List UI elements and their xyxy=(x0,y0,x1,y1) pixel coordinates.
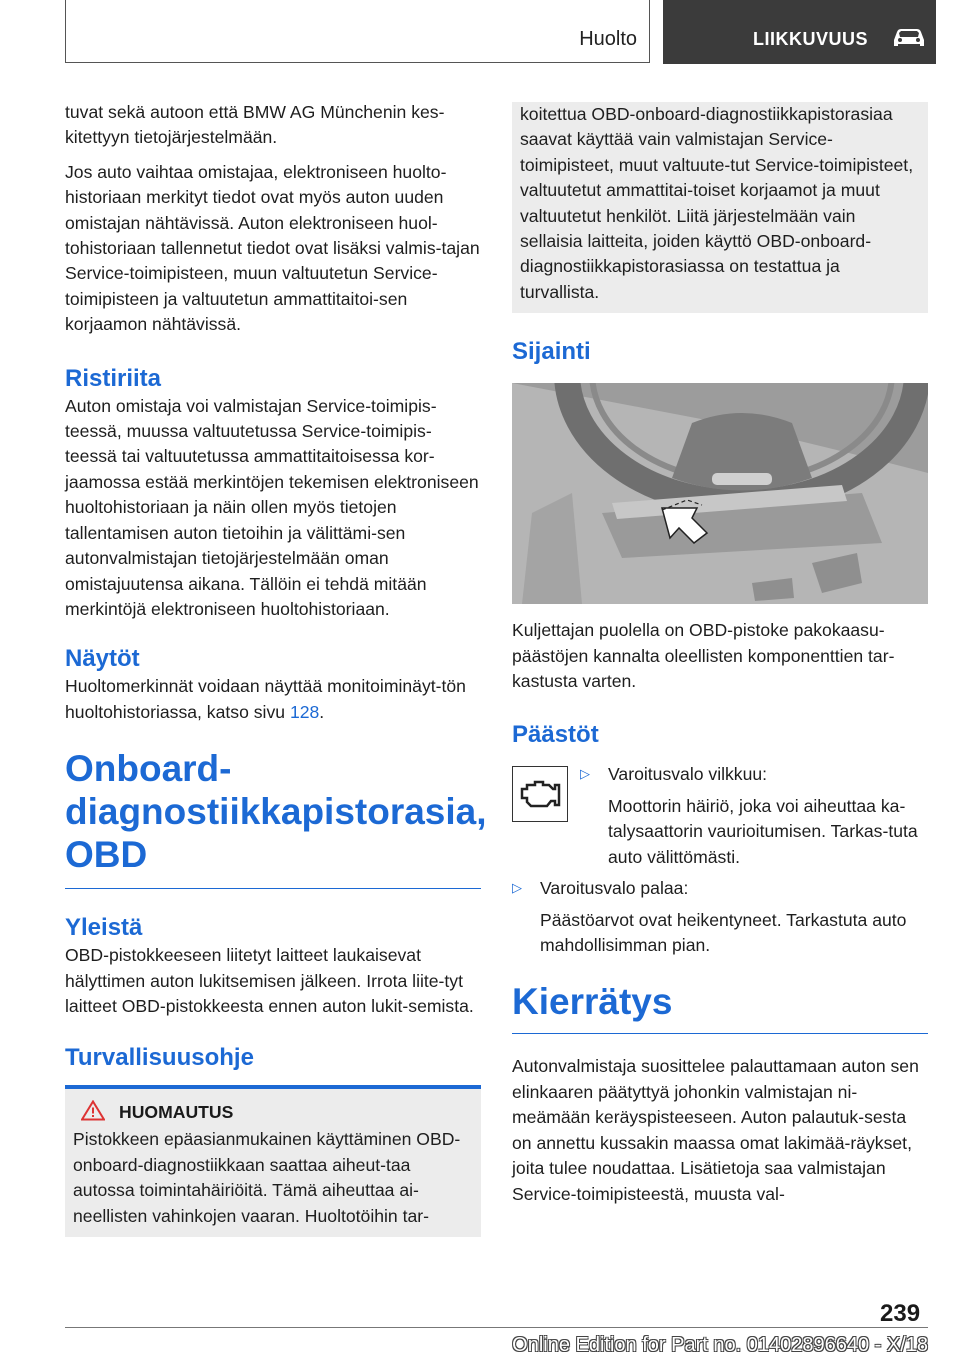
heading-ristiriita: Ristiriita xyxy=(65,364,162,392)
page-number: 239 xyxy=(880,1300,921,1327)
heading-onboard-obd: Onboard- diagnostiikkapistorasia, OBD xyxy=(65,748,487,876)
heading-kierratys: Kierrätys xyxy=(512,981,673,1023)
edition-note: Online Edition for Part no. 01402896640 - X/18 xyxy=(512,1334,928,1356)
chapter-tab xyxy=(663,0,936,64)
heading-sijainti: Sijainti xyxy=(512,338,591,366)
chapter-title: LIIKKUVUUS xyxy=(753,29,869,49)
paragraph: OBD-pistokkeeseen liitetyt laitteet laukaisevat hälyttimen auton lukitsemisen jälkeen. Irrota liite-tyt laitteet OBD-pistokkeesta ennen auton lukit-semista. xyxy=(65,945,474,1016)
list-item: ▷ Varoitusvalo vilkkuu: Moottorin häiriö, joka voi aiheuttaa ka-talysaattorin vaurioitumisen. Tarkas-tuta auto välittömästi. xyxy=(580,764,918,867)
list-item: ▷ Varoitusvalo palaa: Päästöarvot ovat heikentyneet. Tarkastuta auto mahdollisimman pian. xyxy=(512,878,907,956)
emission-warnings xyxy=(512,766,928,966)
paragraph: Huoltomerkinnät voidaan näyttää monitoiminäyt-tön huoltohistoriassa, katso sivu 128. xyxy=(65,676,466,722)
warning-title: HUOMAUTUS xyxy=(119,1102,234,1123)
heading-naytot: Näytöt xyxy=(65,645,140,673)
paragraph: Autonvalmistaja suosittelee palauttamaan auton sen elinkaaren päätyttyä johonkin valmistajan ni-meämään keräyspisteeseen. Auton palautuk-sesta on annettu kussakin maassa omat lakimää-räykset, joita tulee noudattaa. Lisätietoja saa valmistajan Service-toimipisteestä, muusta val- xyxy=(512,1056,919,1204)
heading-paastot: Päästöt xyxy=(512,721,599,749)
heading-turvallisuusohje: Turvallisuusohje xyxy=(65,1044,254,1072)
heading-yleista: Yleistä xyxy=(65,914,143,942)
page-header xyxy=(65,0,936,64)
warning-text: Pistokkeen epäasianmukainen käyttäminen OBD-onboard-diagnostiikkaan saattaa aiheut-taa autossa toimintahäiriöitä. Tämä aiheuttaa ai-neellisten vahinkojen vaaran. Huoltotöihin tar- xyxy=(73,1129,461,1226)
right-column xyxy=(512,102,928,1207)
paragraph: Jos auto vaihtaa omistajaa, elektroniseen huolto-historiaan merkityt tiedot ovat myös auton uuden omistajan nähtävissä. Auton elektroniseen huol-tohistoriaan tallennetut tiedot ovat lisäksi valmis-tajan Service-toimipisteen, muun valtuutetun Service-toimipisteen ja valtuutetun ammattitaitoi-sen korjaamon nähtävissä. xyxy=(65,161,480,335)
warning-box xyxy=(65,1089,481,1237)
paragraph: Auton omistaja voi valmistajan Service-toimipis-teessä, muussa valtuutetussa Service-toimipis-teessä tai valtuutetussa ammattitaitoisessa kor-jaamossa estää merkintöjen tekemisen elektroniseen huoltohistoriaan ja näin ollen myös tietojen tallentamisen auton tietoihin ja välittämi-sen autonvalmistajan tietojärjestelmään oman omistajuutensa aikana. Tällöin ei tehdä mitään merkintöjä elektroniseen huoltohistoriaan. xyxy=(65,395,479,619)
warning-text: koitettua OBD-onboard-diagnostiikkapistorasiaa saavat käyttää vain valmistajan Service-toimipisteet, muut valtuute-tut Service-toimipisteet, valtuutetut ammattitai-toiset korjaamot ja muut valtuutetut henkilöt. Liitä järjestelmään vain sellaisia laitteita, joiden käyttö OBD-onboard-diagnostiikkapistorasiassa on testattua ja turvallista. xyxy=(520,104,914,302)
page-footer xyxy=(65,1327,928,1356)
triangle-bullet-icon: ▷ xyxy=(512,880,522,896)
warning-icon xyxy=(81,1100,105,1121)
paragraph: Kuljettajan puolella on OBD-pistoke pakokaasu-päästöjen kannalta oleellisten komponenttien tar-kastusta varten. xyxy=(512,620,895,692)
section-tab xyxy=(65,0,650,63)
warning-box-continued xyxy=(512,102,928,313)
triangle-bullet-icon: ▷ xyxy=(580,766,590,782)
car-icon xyxy=(891,25,927,49)
paragraph: tuvat sekä autoon että BMW AG Münchenin kes-kitettyyn tietojärjestelmään. xyxy=(65,102,445,148)
left-column xyxy=(65,100,487,1237)
section-title: Huolto xyxy=(579,28,637,50)
engine-warning-light-icon xyxy=(512,766,568,822)
page-link-128[interactable]: 128 xyxy=(289,701,320,722)
steering-wheel-illustration xyxy=(512,383,928,604)
obd-location-photo xyxy=(512,383,928,604)
